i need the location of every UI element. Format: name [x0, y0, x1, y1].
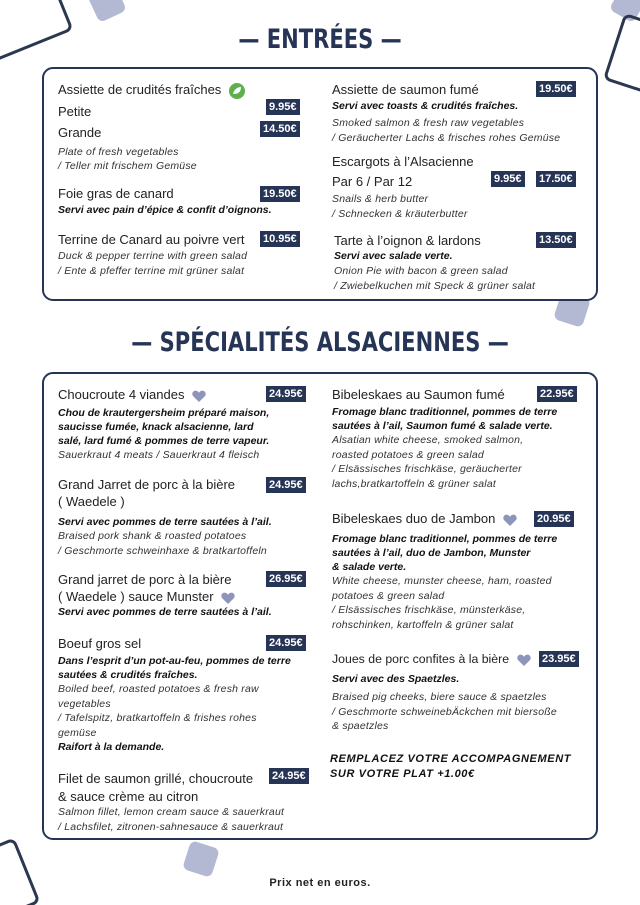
price-badge: 24.95€: [266, 386, 306, 402]
price-badge: 24.95€: [266, 477, 306, 493]
specialites-panel: [42, 372, 598, 840]
item-desc: / Elsässisches frischkäse, münsterkäse,: [332, 604, 526, 616]
item-bold: Servi avec salade verte.: [334, 250, 453, 262]
item-name: Grand jarret de porc à la bière: [58, 572, 232, 587]
item-desc-de: / Teller mit frischem Gemüse: [58, 160, 197, 173]
price-badge: 13.50€: [536, 232, 576, 248]
item-name: Joues de porc confites à la bière: [332, 652, 510, 666]
item-name: Boeuf gros sel: [58, 636, 142, 651]
item-desc: / Tafelspitz, bratkartoffeln & frishes rohes: [58, 712, 257, 724]
entrees-panel: [42, 67, 598, 301]
price-badge: 19.50€: [260, 186, 300, 202]
item-bold: Servi avec des Spaetzles.: [332, 673, 460, 685]
item-name: Choucroute 4 viandes: [58, 387, 185, 402]
item-desc: roasted potatoes & green salad: [332, 448, 484, 461]
heart-icon: [221, 592, 235, 604]
item-size-petite: Petite: [58, 103, 92, 119]
menu-item-bibeleskaes-jambon: [332, 510, 597, 632]
item-bold: Servi avec pain d’épice & confit d’oignons.: [58, 204, 272, 216]
item-desc: potatoes & green salad: [332, 589, 445, 602]
item-desc: lachs,bratkartoffeln & grüner salat: [332, 477, 496, 490]
item-bold: Servi avec pommes de terre sautées à l’ail.: [58, 516, 272, 528]
item-bold: salé, lard fumé & pommes de terre vapeur.: [58, 435, 270, 447]
item-name: Bibeleskaes duo de Jambon: [332, 511, 496, 526]
footer-note: Prix net en euros.: [269, 877, 371, 889]
price-badge: 26.95€: [266, 571, 306, 587]
heart-icon: [503, 514, 517, 526]
decor-frame-top-left: [0, 0, 74, 64]
price-badge: 17.50€: [536, 171, 576, 187]
price-badge: 9.95€: [491, 171, 525, 187]
item-desc-en: Braised pork shank & roasted potatoes: [58, 530, 247, 542]
item-name-cont: ( Waedele ) sauce Munster: [58, 589, 214, 604]
vegetarian-leaf-icon: [229, 83, 245, 99]
item-bold: Servi avec toasts & crudités fraîches.: [332, 100, 519, 112]
item-desc: Boiled beef, roasted potatoes & fresh raw: [58, 683, 259, 695]
item-desc-en: Salmon fillet, lemon cream sauce & sauerkraut: [58, 806, 285, 818]
item-desc-en: Duck & pepper terrine with green salad: [58, 250, 248, 262]
item-desc-en: Plate of fresh vegetables: [58, 145, 179, 158]
price-badge: 9.95€: [266, 99, 300, 115]
item-bold: Fromage blanc traditionnel, pommes de terre: [332, 406, 558, 418]
price-badge: 24.95€: [266, 635, 306, 651]
specialites-title: — SPÉCIALITÉS ALSACIENNES —: [131, 327, 509, 358]
decor-square-bottom: [182, 840, 220, 878]
item-name-cont: ( Waedele ): [58, 494, 125, 509]
item-bold: Fromage blanc traditionnel, pommes de terre: [332, 533, 558, 545]
price-badge: 24.95€: [269, 768, 309, 784]
note-line-2: SUR VOTRE PLAT +1.00€: [330, 768, 475, 780]
item-bold: Servi avec pommes de terre sautées à l’ail.: [58, 606, 272, 618]
heart-icon: [517, 654, 531, 666]
item-bold: sautées à l’ail, Saumon fumé & salade verte.: [332, 420, 553, 432]
item-desc-en: Onion Pie with bacon & green salad: [334, 265, 508, 277]
item-desc: Braised pig cheeks, biere sauce & spaetzles: [332, 691, 547, 703]
item-desc-en: Snails & herb butter: [332, 193, 429, 205]
menu-item-escargots: [332, 153, 592, 221]
item-bold: Dans l’esprit d’un pot-au-feu, pommes de terre: [58, 655, 291, 667]
item-name-cont: & sauce crème au citron: [58, 789, 199, 804]
item-bold: sautées à l’ail, duo de Jambon, Munster: [332, 547, 531, 559]
item-name: Terrine de Canard au poivre vert: [58, 232, 245, 247]
price-badge: 19.50€: [536, 81, 576, 97]
note-line-1: REMPLACEZ VOTRE ACCOMPAGNEMENT: [330, 753, 572, 765]
item-size-grande: Grande: [58, 124, 102, 140]
item-desc: Alsatian white cheese, smoked salmon,: [332, 434, 524, 446]
decor-frame-right: [603, 13, 640, 101]
item-name: Grand Jarret de porc à la bière: [58, 477, 236, 492]
item-desc: Sauerkraut 4 meats / Sauerkraut 4 fleisch: [58, 449, 260, 461]
item-name: Bibeleskaes au Saumon fumé: [332, 387, 505, 402]
item-desc-de: / Geräucherter Lachs & frisches rohes Gemüse: [332, 131, 561, 144]
item-desc: gemüse: [58, 726, 97, 739]
decor-frame-bottom-left: [0, 837, 41, 905]
item-desc: White cheese, munster cheese, ham, roasted: [332, 575, 552, 587]
item-sub: Par 6 / Par 12: [332, 174, 413, 189]
side-dish-note: [330, 752, 595, 782]
price-badge: 10.95€: [260, 231, 300, 247]
item-desc-de: / Ente & pfeffer terrine mit grüner salat: [58, 264, 245, 277]
item-desc: & spaetzles: [332, 720, 389, 732]
item-desc-de: / Geschmorte schweinhaxe & bratkartoffeln: [58, 544, 267, 557]
item-bold: sautées & crudités fraîches.: [58, 669, 198, 681]
item-desc-de: / Zwiebelkuchen mit Speck & grüner salat: [334, 279, 536, 292]
price-badge: 23.95€: [539, 651, 579, 667]
decor-square-top-left: [87, 0, 127, 23]
item-name: Assiette de crudités fraîches: [58, 82, 222, 97]
item-name: Tarte à l’oignon & lardons: [334, 233, 481, 248]
entrees-title: — ENTRÉES —: [238, 24, 402, 55]
item-name: Escargots à l’Alsacienne: [332, 154, 474, 169]
item-desc: rohschinken, kartoffeln & grüner salat: [332, 618, 514, 631]
price-badge: 22.95€: [537, 386, 577, 402]
item-bold: Raifort à la demande.: [58, 741, 165, 753]
item-bold: saucisse fumée, knack alsacienne, lard: [58, 421, 254, 433]
item-name: Filet de saumon grillé, choucroute: [58, 771, 254, 786]
item-bold: Chou de krautergersheim préparé maison,: [58, 407, 270, 419]
item-desc: vegetables: [58, 697, 111, 710]
heart-icon: [192, 390, 206, 402]
item-desc-de: / Schnecken & kräuterbutter: [332, 207, 468, 220]
item-desc-en: Smoked salmon & fresh raw vegetables: [332, 117, 525, 129]
item-desc: / Geschmorte schweinebÄckchen mit biersoße: [332, 705, 557, 718]
price-badge: 14.50€: [260, 121, 300, 137]
item-bold: & salade verte.: [332, 561, 407, 573]
menu-item-boeuf: [58, 635, 328, 754]
item-desc: / Elsässisches frischkäse, geräucherter: [332, 463, 522, 475]
item-desc-de: / Lachsfilet, zitronen-sahnesauce & sauerkraut: [58, 820, 284, 833]
item-name: Foie gras de canard: [58, 186, 174, 201]
item-name: Assiette de saumon fumé: [332, 82, 479, 97]
price-badge: 20.95€: [534, 511, 574, 527]
